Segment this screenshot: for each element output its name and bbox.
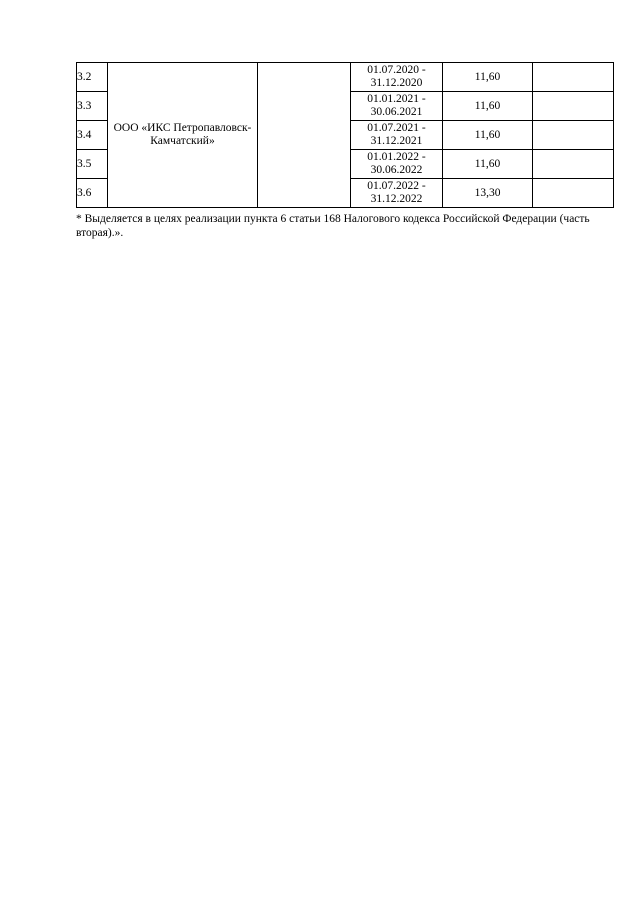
period-end: 31.12.2021 (370, 135, 423, 147)
period-cell (351, 63, 443, 92)
tariff-value: 13,30 (443, 179, 533, 208)
empty-column-cell (258, 63, 351, 208)
organization-name: ООО «ИКС Петропавловск-Камчатский» (113, 122, 252, 147)
tariff-value: 11,60 (443, 121, 533, 150)
extra-cell (533, 92, 614, 121)
tariff-value: 11,60 (443, 63, 533, 92)
extra-cell (533, 121, 614, 150)
row-number: 3.4 (77, 121, 108, 150)
period-start: 01.07.2021 - (367, 122, 426, 134)
period-start: 01.01.2021 - (367, 93, 426, 105)
extra-cell (533, 63, 614, 92)
row-number: 3.5 (77, 150, 108, 179)
organization-name-cell (108, 63, 258, 208)
period-cell (351, 92, 443, 121)
row-number: 3.2 (77, 63, 108, 92)
footnote: * Выделяется в целях реализации пункта 6 статьи 168 Налогового кодекса Российской Федерации (часть вторая).». (76, 213, 590, 239)
period-end: 31.12.2020 (370, 77, 423, 89)
extra-cell (533, 150, 614, 179)
period-end: 30.06.2021 (370, 106, 423, 118)
tariff-table (76, 62, 614, 208)
period-cell (351, 121, 443, 150)
tariff-value: 11,60 (443, 150, 533, 179)
extra-cell (533, 179, 614, 208)
row-number: 3.3 (77, 92, 108, 121)
period-start: 01.07.2020 - (367, 64, 426, 76)
table-row (77, 63, 614, 92)
period-cell (351, 150, 443, 179)
period-start: 01.01.2022 - (367, 151, 426, 163)
period-end: 31.12.2022 (370, 193, 423, 205)
tariff-value: 11,60 (443, 92, 533, 121)
period-cell (351, 179, 443, 208)
row-number: 3.6 (77, 179, 108, 208)
period-start: 01.07.2022 - (367, 180, 426, 192)
period-end: 30.06.2022 (370, 164, 423, 176)
